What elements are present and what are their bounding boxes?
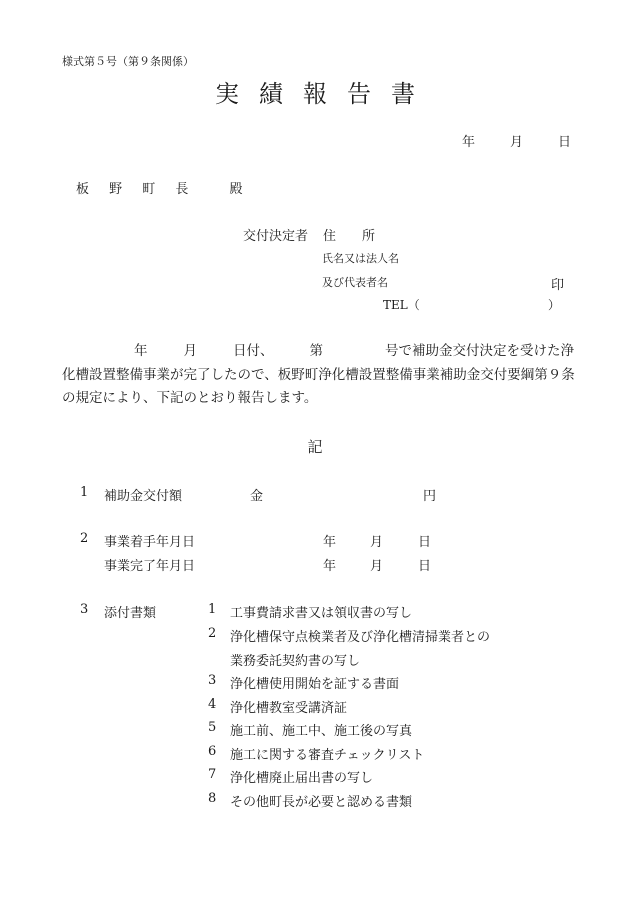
addressee: 板 野 町 長 殿 [76, 182, 251, 197]
applicant-role-label: 交付決定者 [243, 229, 309, 244]
attachment-text: 浄化槽保守点検業者及び浄化槽清掃業者との [230, 630, 491, 645]
date-year: 年 [462, 135, 476, 150]
item2-end-day: 日 [418, 559, 432, 574]
item2-start-month: 月 [370, 535, 384, 550]
body-month: 月 [183, 343, 197, 359]
attachment-number: 5 [208, 720, 217, 735]
attachment-text: 浄化槽教室受講済証 [230, 701, 348, 716]
attachment-number: 8 [208, 791, 217, 806]
body-year: 年 [134, 343, 148, 359]
item2-start-label: 事業着手年月日 [104, 535, 196, 550]
attachment-text: 施工前、施工中、施工後の写真 [230, 724, 413, 739]
attachment-text: 浄化槽使用開始を証する書面 [230, 677, 400, 692]
attachment-number: 3 [208, 673, 217, 688]
body-number-prefix: 第 [309, 343, 323, 359]
tel-close: ） [548, 298, 561, 312]
attachment-number: 1 [208, 602, 217, 617]
date-day: 日 [558, 135, 572, 150]
attachment-number: 2 [208, 626, 217, 641]
tel-label: TEL（ [383, 298, 420, 312]
item3-label: 添付書類 [104, 606, 157, 621]
item2-start-year: 年 [323, 535, 337, 550]
item2-end-month: 月 [370, 559, 384, 574]
seal-mark: 印 [551, 278, 565, 293]
attachment-text: 工事費請求書又は領収書の写し [230, 606, 413, 621]
date-month: 月 [510, 135, 524, 150]
representative-label: 及び代表者名 [322, 276, 388, 289]
ki-heading: 記 [307, 438, 323, 456]
attachment-number: 7 [208, 767, 217, 782]
name-label: 氏名又は法人名 [322, 252, 399, 265]
attachment-text: 浄化槽廃止届出書の写し [230, 771, 374, 786]
item2-end-year: 年 [323, 559, 337, 574]
body-text: 号で補助金交付決定を受けた浄化槽設置整備事業が完了したので、板野町浄化槽設置整備事業補助金交付要綱第９条の規定により、下記のとおり報告します。 [62, 343, 575, 406]
item1-yen: 円 [423, 489, 437, 504]
item2-end-label: 事業完了年月日 [104, 559, 196, 574]
document-title: 実績報告書 [215, 80, 435, 108]
attachment-text: その他町長が必要と認める書類 [230, 795, 413, 810]
address-label: 住 所 [323, 229, 376, 244]
attachment-text: 業務委託契約書の写し [230, 654, 361, 669]
item3-number: 3 [80, 602, 89, 617]
report-body-paragraph [62, 340, 582, 411]
attachment-number: 6 [208, 744, 217, 759]
item1-label: 補助金交付額 [104, 489, 183, 504]
attachment-text: 施工に関する審査チェックリスト [230, 748, 425, 763]
attachment-number: 4 [208, 697, 217, 712]
body-date: 日付、 [233, 343, 274, 359]
item1-number: 1 [80, 485, 89, 500]
item1-kin: 金 [250, 489, 264, 504]
item2-start-day: 日 [418, 535, 432, 550]
item2-number: 2 [80, 531, 89, 546]
form-number: 様式第５号（第９条関係） [62, 55, 194, 68]
